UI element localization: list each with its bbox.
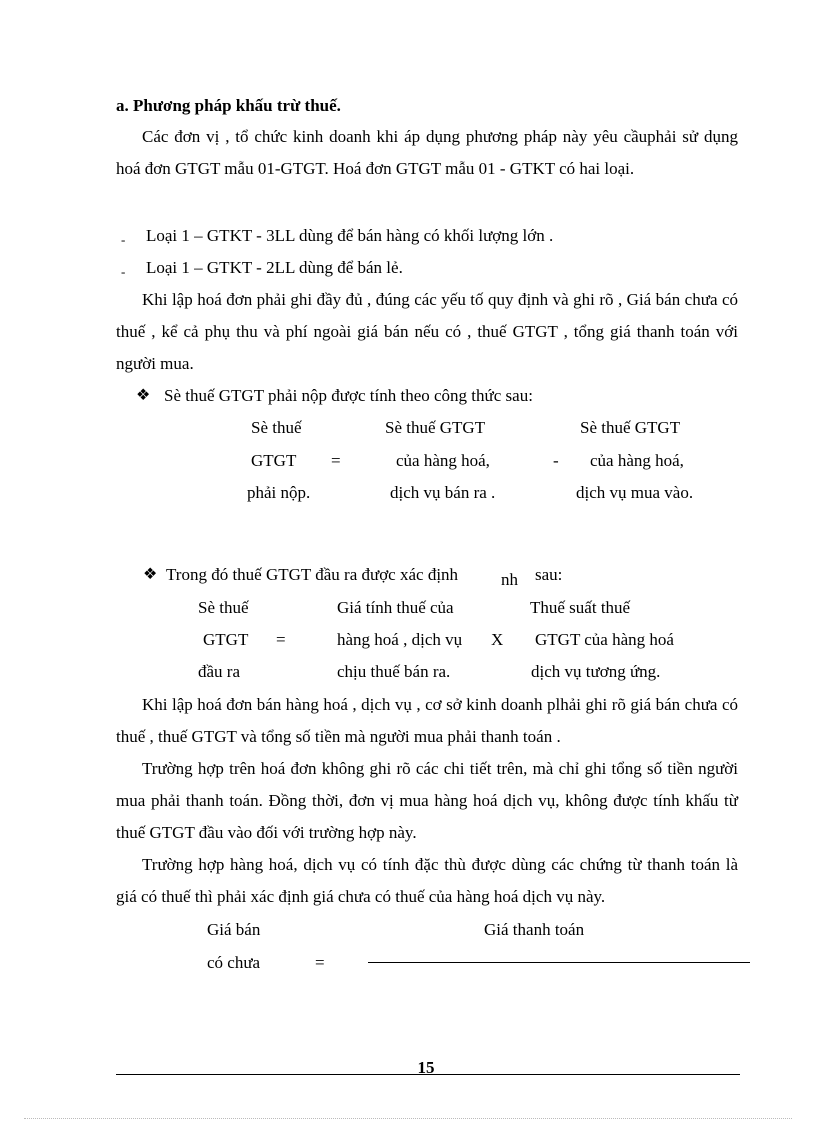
formula3-left-line1: Giá bán bbox=[207, 920, 261, 939]
formula3-left-line2: có chưa bbox=[207, 953, 261, 972]
formula2-left-line2: GTGT bbox=[203, 630, 249, 649]
bullet-text-1: Sè thuế GTGT phải nộp được tính theo công thức sau: bbox=[164, 386, 533, 405]
formula2-left-line1: Sè thuế bbox=[198, 598, 249, 617]
formula1-right-line1: Sè thuế GTGT bbox=[580, 418, 681, 437]
formula2-left-line3: đầu ra bbox=[198, 662, 241, 681]
fraction-bar bbox=[368, 962, 750, 963]
formula1-left-line2: GTGT bbox=[251, 451, 297, 470]
paragraph-special-goods bbox=[116, 849, 738, 913]
diamond-bullet-icon: ❖ bbox=[136, 387, 151, 404]
formula1-left-line1: Sè thuế bbox=[251, 418, 302, 437]
bullet-text-2-sub: nh bbox=[501, 570, 518, 589]
paragraph-text: Trường hợp hàng hoá, dịch vụ có tính đặc thù được dùng các chứng từ thanh toán là giá có thuế thì phải xác định giá chưa có thuế của hàng hoá dịch vụ này. bbox=[116, 855, 738, 906]
formula1-minus: - bbox=[553, 451, 559, 470]
formula1-right-line2: của hàng hoá, bbox=[590, 451, 684, 470]
bullet-text-2: Trong đó thuế GTGT đầu ra được xác định bbox=[166, 565, 459, 584]
formula3-equals: = bbox=[315, 953, 325, 972]
formula2-right-line2: GTGT của hàng hoá bbox=[535, 630, 674, 649]
paragraph-intro bbox=[116, 121, 738, 185]
formula1-mid-line3: dịch vụ bán ra . bbox=[390, 483, 496, 502]
list-dash-1: - bbox=[121, 232, 126, 247]
formula1-mid-line2: của hàng hoá, bbox=[396, 451, 490, 470]
formula2-mid-line3: chịu thuế bán ra. bbox=[337, 662, 451, 681]
paragraph-total-only bbox=[116, 753, 738, 849]
paragraph-invoice bbox=[116, 284, 738, 380]
list-item-2: Loại 1 – GTKT - 2LL dùng để bán lẻ. bbox=[146, 258, 403, 277]
paragraph-text: Trường hợp trên hoá đơn không ghi rõ các chi tiết trên, mà chỉ ghi tổng số tiền người mua phải thanh toán. Đồng thời, đơn vị mua hàng hoá dịch vụ, không được tính khấu từ thuế GTGT đầu vào đối với trường hợp này. bbox=[116, 759, 738, 842]
list-dash-2: - bbox=[121, 264, 126, 279]
formula2-right-line1: Thuế suất thuế bbox=[530, 598, 631, 617]
footer-rule bbox=[116, 1074, 740, 1075]
formula2-right-line3: dịch vụ tương ứng. bbox=[531, 662, 661, 681]
bullet-text-2-tail: sau: bbox=[535, 565, 563, 584]
formula2-times: X bbox=[491, 630, 504, 649]
formula2-mid-line1: Giá tính thuế của bbox=[337, 598, 454, 617]
formula1-right-line3: dịch vụ mua vào. bbox=[576, 483, 694, 502]
formula1-equals: = bbox=[331, 451, 341, 470]
section-heading: a. Phương pháp khấu trừ thuế. bbox=[116, 96, 341, 115]
diamond-bullet-icon: ❖ bbox=[143, 566, 158, 583]
page-edge-divider bbox=[24, 1118, 792, 1119]
paragraph-sale-invoice bbox=[116, 689, 738, 753]
formula1-left-line3: phải nộp. bbox=[247, 483, 311, 502]
list-item-1: Loại 1 – GTKT - 3LL dùng để bán hàng có khối lượng lớn . bbox=[146, 226, 554, 245]
formula2-equals: = bbox=[276, 630, 286, 649]
paragraph-text: Khi lập hoá đơn phải ghi đầy đủ , đúng các yếu tố quy định và ghi rõ , Giá bán chưa có thuế , kể cả phụ thu và phí ngoài giá bán nếu có , thuế GTGT , tổng giá thanh toán với người mua. bbox=[116, 290, 738, 373]
formula2-mid-line2: hàng hoá , dịch vụ bbox=[337, 630, 463, 649]
page-number: 15 bbox=[417, 1058, 435, 1077]
formula3-numerator: Giá thanh toán bbox=[484, 920, 585, 939]
paragraph-text: Khi lập hoá đơn bán hàng hoá , dịch vụ , cơ sở kinh doanh plhải ghi rõ giá bán chưa có thuế , thuế GTGT và tổng số tiền mà người mua phải thanh toán . bbox=[116, 695, 738, 746]
paragraph-text: Các đơn vị , tổ chức kinh doanh khi áp dụng phương pháp này yêu cầuphải sử dụng hoá đơn GTGT mẫu 01-GTGT. Hoá đơn GTGT mẫu 01 - GTKT có hai loại. bbox=[116, 127, 738, 178]
formula1-mid-line1: Sè thuế GTGT bbox=[385, 418, 486, 437]
